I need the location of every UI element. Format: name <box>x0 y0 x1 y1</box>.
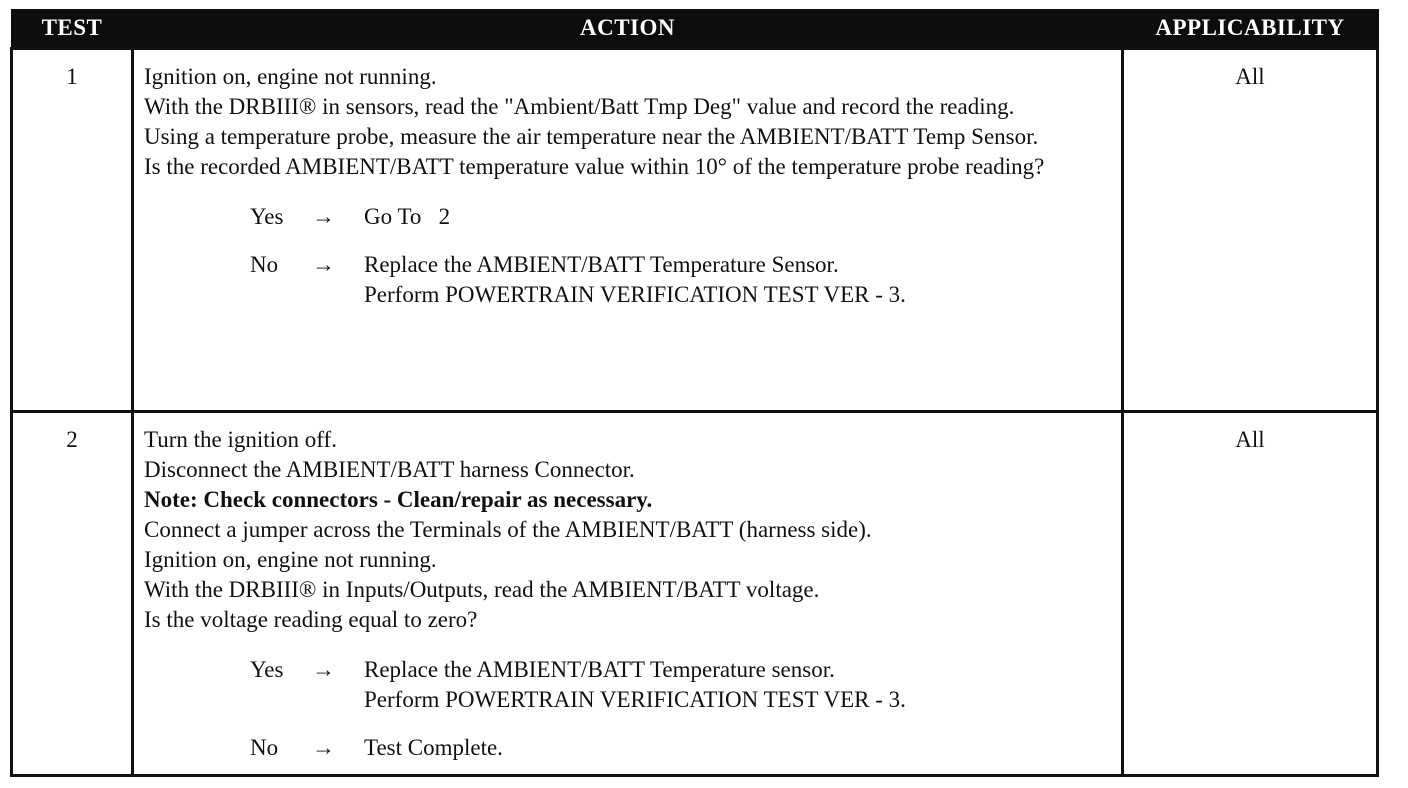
action-step: Turn the ignition off. <box>144 427 337 452</box>
header-action: ACTION <box>133 9 1123 49</box>
action-step: Using a temperature probe, measure the air temperature near the AMBIENT/BATT Temp Sensor. <box>144 124 1039 149</box>
diagnostic-test-table <box>10 9 1379 777</box>
action-step: Ignition on, engine not running. <box>144 547 437 572</box>
action-step: With the DRBIII® in Inputs/Outputs, read the AMBIENT/BATT voltage. <box>144 577 820 602</box>
yes-result-line: Perform POWERTRAIN VERIFICATION TEST VER - 3. <box>364 687 906 712</box>
no-label: No <box>250 252 279 277</box>
test-number: 1 <box>12 49 133 412</box>
yes-response <box>250 202 1115 232</box>
table-row <box>12 412 1378 776</box>
action-step: Ignition on, engine not running. <box>144 64 437 89</box>
action-step: Disconnect the AMBIENT/BATT harness Connector. <box>144 457 635 482</box>
no-response <box>250 733 1115 763</box>
test-number: 2 <box>12 412 133 776</box>
action-cell <box>133 49 1123 412</box>
no-result-line: Replace the AMBIENT/BATT Temperature Sensor. <box>364 252 839 277</box>
no-response <box>250 250 1115 310</box>
action-note: Note: Check connectors - Clean/repair as necessary. <box>144 487 653 512</box>
table-row <box>12 49 1378 412</box>
yes-label: Yes <box>250 657 284 682</box>
action-step: Connect a jumper across the Terminals of the AMBIENT/BATT (harness side). <box>144 517 872 542</box>
yes-result-line: Replace the AMBIENT/BATT Temperature sensor. <box>364 657 835 682</box>
no-label: No <box>250 735 279 760</box>
yes-result <box>364 202 1115 232</box>
no-result <box>364 733 1115 763</box>
action-step: Is the recorded AMBIENT/BATT temperature value within 10° of the temperature probe reading? <box>144 154 1045 179</box>
no-result-line: Perform POWERTRAIN VERIFICATION TEST VER - 3. <box>364 282 906 307</box>
right-arrow-icon: → <box>312 657 335 682</box>
right-arrow-icon: → <box>312 735 335 760</box>
applicability-value: All <box>1123 49 1378 412</box>
no-result-line: Test Complete. <box>364 735 503 760</box>
action-step: Is the voltage reading equal to zero? <box>144 607 478 632</box>
right-arrow-icon: → <box>312 252 335 277</box>
yes-result-line: Go To 2 <box>364 204 451 229</box>
no-result <box>364 250 1115 310</box>
yes-label: Yes <box>250 204 284 229</box>
yes-response <box>250 655 1115 715</box>
right-arrow-icon: → <box>312 204 335 229</box>
action-step: With the DRBIII® in sensors, read the "Ambient/Batt Tmp Deg" value and record the reading. <box>144 94 1015 119</box>
yes-result <box>364 655 1115 715</box>
action-cell <box>133 412 1123 776</box>
header-test: TEST <box>12 9 133 49</box>
table-header-row <box>12 9 1378 49</box>
applicability-value: All <box>1123 412 1378 776</box>
header-applicability: APPLICABILITY <box>1123 9 1378 49</box>
